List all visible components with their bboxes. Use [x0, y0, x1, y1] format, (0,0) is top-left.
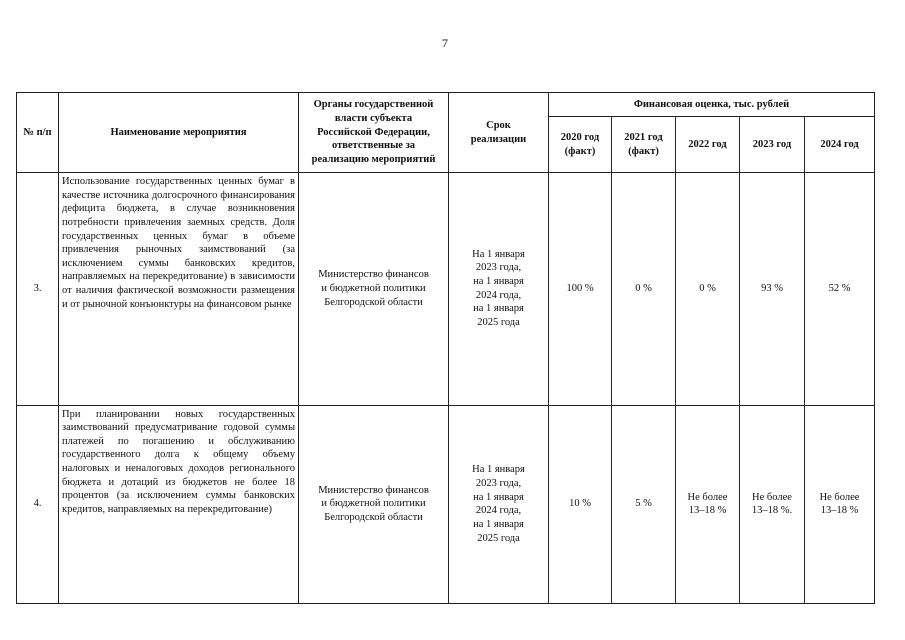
row-organ: Министерство финансов и бюджетной политики Белгородской области: [299, 173, 449, 406]
row-term: На 1 января 2023 года, на 1 января 2024 года, на 1 января 2025 года: [449, 405, 549, 603]
header-name: Наименование мероприятия: [59, 93, 299, 173]
table-row: [17, 405, 875, 603]
header-year-2024: 2024 год: [805, 117, 875, 173]
value-2021: 0 %: [612, 173, 676, 406]
value-2022: 0 %: [676, 173, 740, 406]
row-description: Использование государственных ценных бумаг в качестве источника долгосрочного финансирования дефицита бюджета, в случае возникновения потребности привлечения заемных средств. Доля государственных ценных бумаг в объеме привлечения рыночных заимствований (за исключением суммы банковских кредитов, направляемых на перекредитование) в зависимости от наличия фактической возможности размещения и от рыночной конъюнктуры на финансовом рынке: [59, 173, 299, 406]
page-number: 7: [442, 36, 448, 50]
header-num: № п/п: [17, 93, 59, 173]
header-finance: Финансовая оценка, тыс. рублей: [549, 93, 875, 117]
value-2020: 100 %: [549, 173, 612, 406]
header-year-2020: 2020 год (факт): [549, 117, 612, 173]
row-description: При планировании новых государственных заимствований предусматривание годовой суммы платежей по погашению и обслуживанию государственного долга к общему объему налоговых и неналоговых доходов регионального бюджета и дотаций из бюджетов не более 18 процентов (за исключением суммы банковских кредитов, направляемых на перекредитование): [59, 405, 299, 603]
table-row: [17, 173, 875, 406]
value-2023: 93 %: [740, 173, 805, 406]
value-2021: 5 %: [612, 405, 676, 603]
row-num: 4.: [17, 405, 59, 603]
header-year-2023: 2023 год: [740, 117, 805, 173]
row-organ: Министерство финансов и бюджетной политики Белгородской области: [299, 405, 449, 603]
row-term: На 1 января 2023 года, на 1 января 2024 года, на 1 января 2025 года: [449, 173, 549, 406]
header-year-2021: 2021 год (факт): [612, 117, 676, 173]
measures-table: [16, 92, 875, 604]
value-2024: Не более 13–18 %: [805, 405, 875, 603]
value-2023: Не более 13–18 %.: [740, 405, 805, 603]
row-num: 3.: [17, 173, 59, 406]
value-2024: 52 %: [805, 173, 875, 406]
header-organ: Органы государственной власти субъекта Российской Федерации, ответственные за реализацию мероприятий: [299, 93, 449, 173]
value-2022: Не более 13–18 %: [676, 405, 740, 603]
header-term: Срок реализации: [449, 93, 549, 173]
value-2020: 10 %: [549, 405, 612, 603]
header-year-2022: 2022 год: [676, 117, 740, 173]
